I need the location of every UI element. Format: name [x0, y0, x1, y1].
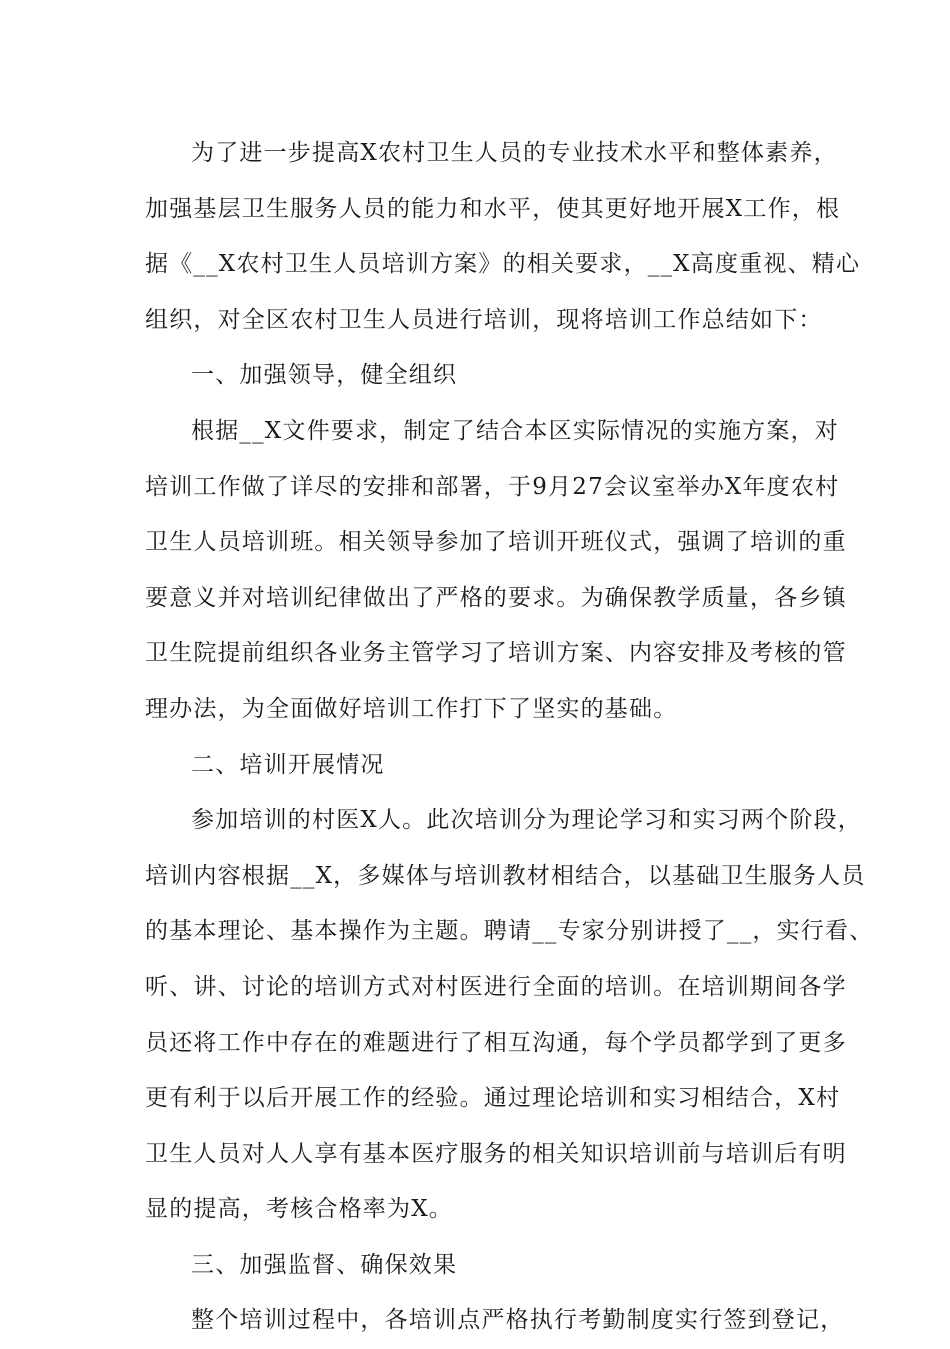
- paragraph-line: 卫生人员培训班。相关领导参加了培训开班仪式，强调了培训的重: [145, 529, 847, 556]
- paragraph-line: 培训工作做了详尽的安排和部署，于9月27会议室举办X年度农村: [145, 473, 840, 500]
- paragraph-line: 理办法，为全面做好培训工作打下了坚实的基础。: [145, 695, 678, 722]
- paragraph-line: 卫生院提前组织各业务主管学习了培训方案、内容安排及考核的管: [145, 640, 847, 667]
- paragraph-line: 更有利于以后开展工作的经验。通过理论培训和实习相结合，X村: [145, 1085, 841, 1112]
- paragraph-line: 为了进一步提高X农村卫生人员的专业技术水平和整体素养，: [191, 140, 838, 166]
- paragraph-line: 根据__X文件要求，制定了结合本区实际情况的实施方案，对: [191, 417, 839, 444]
- paragraph-line: 卫生人员对人人享有基本医疗服务的相关知识培训前与培训后有明: [145, 1140, 847, 1167]
- paragraph-line: 的基本理论、基本操作为主题。聘请__专家分别讲授了__，实行看、: [145, 918, 874, 945]
- paragraph-line: 整个培训过程中，各培训点严格执行考勤制度实行签到登记，: [191, 1307, 845, 1334]
- document-body: [145, 126, 874, 1349]
- paragraph-line: 加强基层卫生服务人员的能力和水平，使其更好地开展X工作，根: [145, 195, 841, 222]
- paragraph-line: 据《__X农村卫生人员培训方案》的相关要求，__X高度重视、精心: [145, 251, 861, 278]
- section-2-paragraph: [145, 793, 874, 1238]
- section-heading-1: 一、加强领导，健全组织: [191, 362, 458, 389]
- paragraph-line: 培训内容根据__X，多媒体与培训教材相结合，以基础卫生服务人员: [145, 862, 866, 889]
- paragraph-line: 组织，对全区农村卫生人员进行培训，现将培训工作总结如下：: [145, 306, 823, 333]
- paragraph-line: 员还将工作中存在的难题进行了相互沟通，每个学员都学到了更多: [145, 1029, 847, 1056]
- paragraph-line: 参加培训的村医X人。此次培训分为理论学习和实习两个阶段，: [191, 807, 862, 834]
- paragraph-line: 显的提高，考核合格率为X。: [145, 1196, 453, 1223]
- section-heading-3: 三、加强监督、确保效果: [191, 1251, 458, 1278]
- section-1-paragraph: [145, 404, 847, 738]
- intro-paragraph: [145, 126, 861, 348]
- section-heading-2: 二、培训开展情况: [191, 751, 385, 778]
- paragraph-line: 听、讲、讨论的培训方式对村医进行全面的培训。在培训期间各学: [145, 973, 847, 1000]
- section-3-paragraph: [145, 1293, 845, 1349]
- paragraph-line: 要意义并对培训纪律做出了严格的要求。为确保教学质量，各乡镇: [145, 584, 847, 611]
